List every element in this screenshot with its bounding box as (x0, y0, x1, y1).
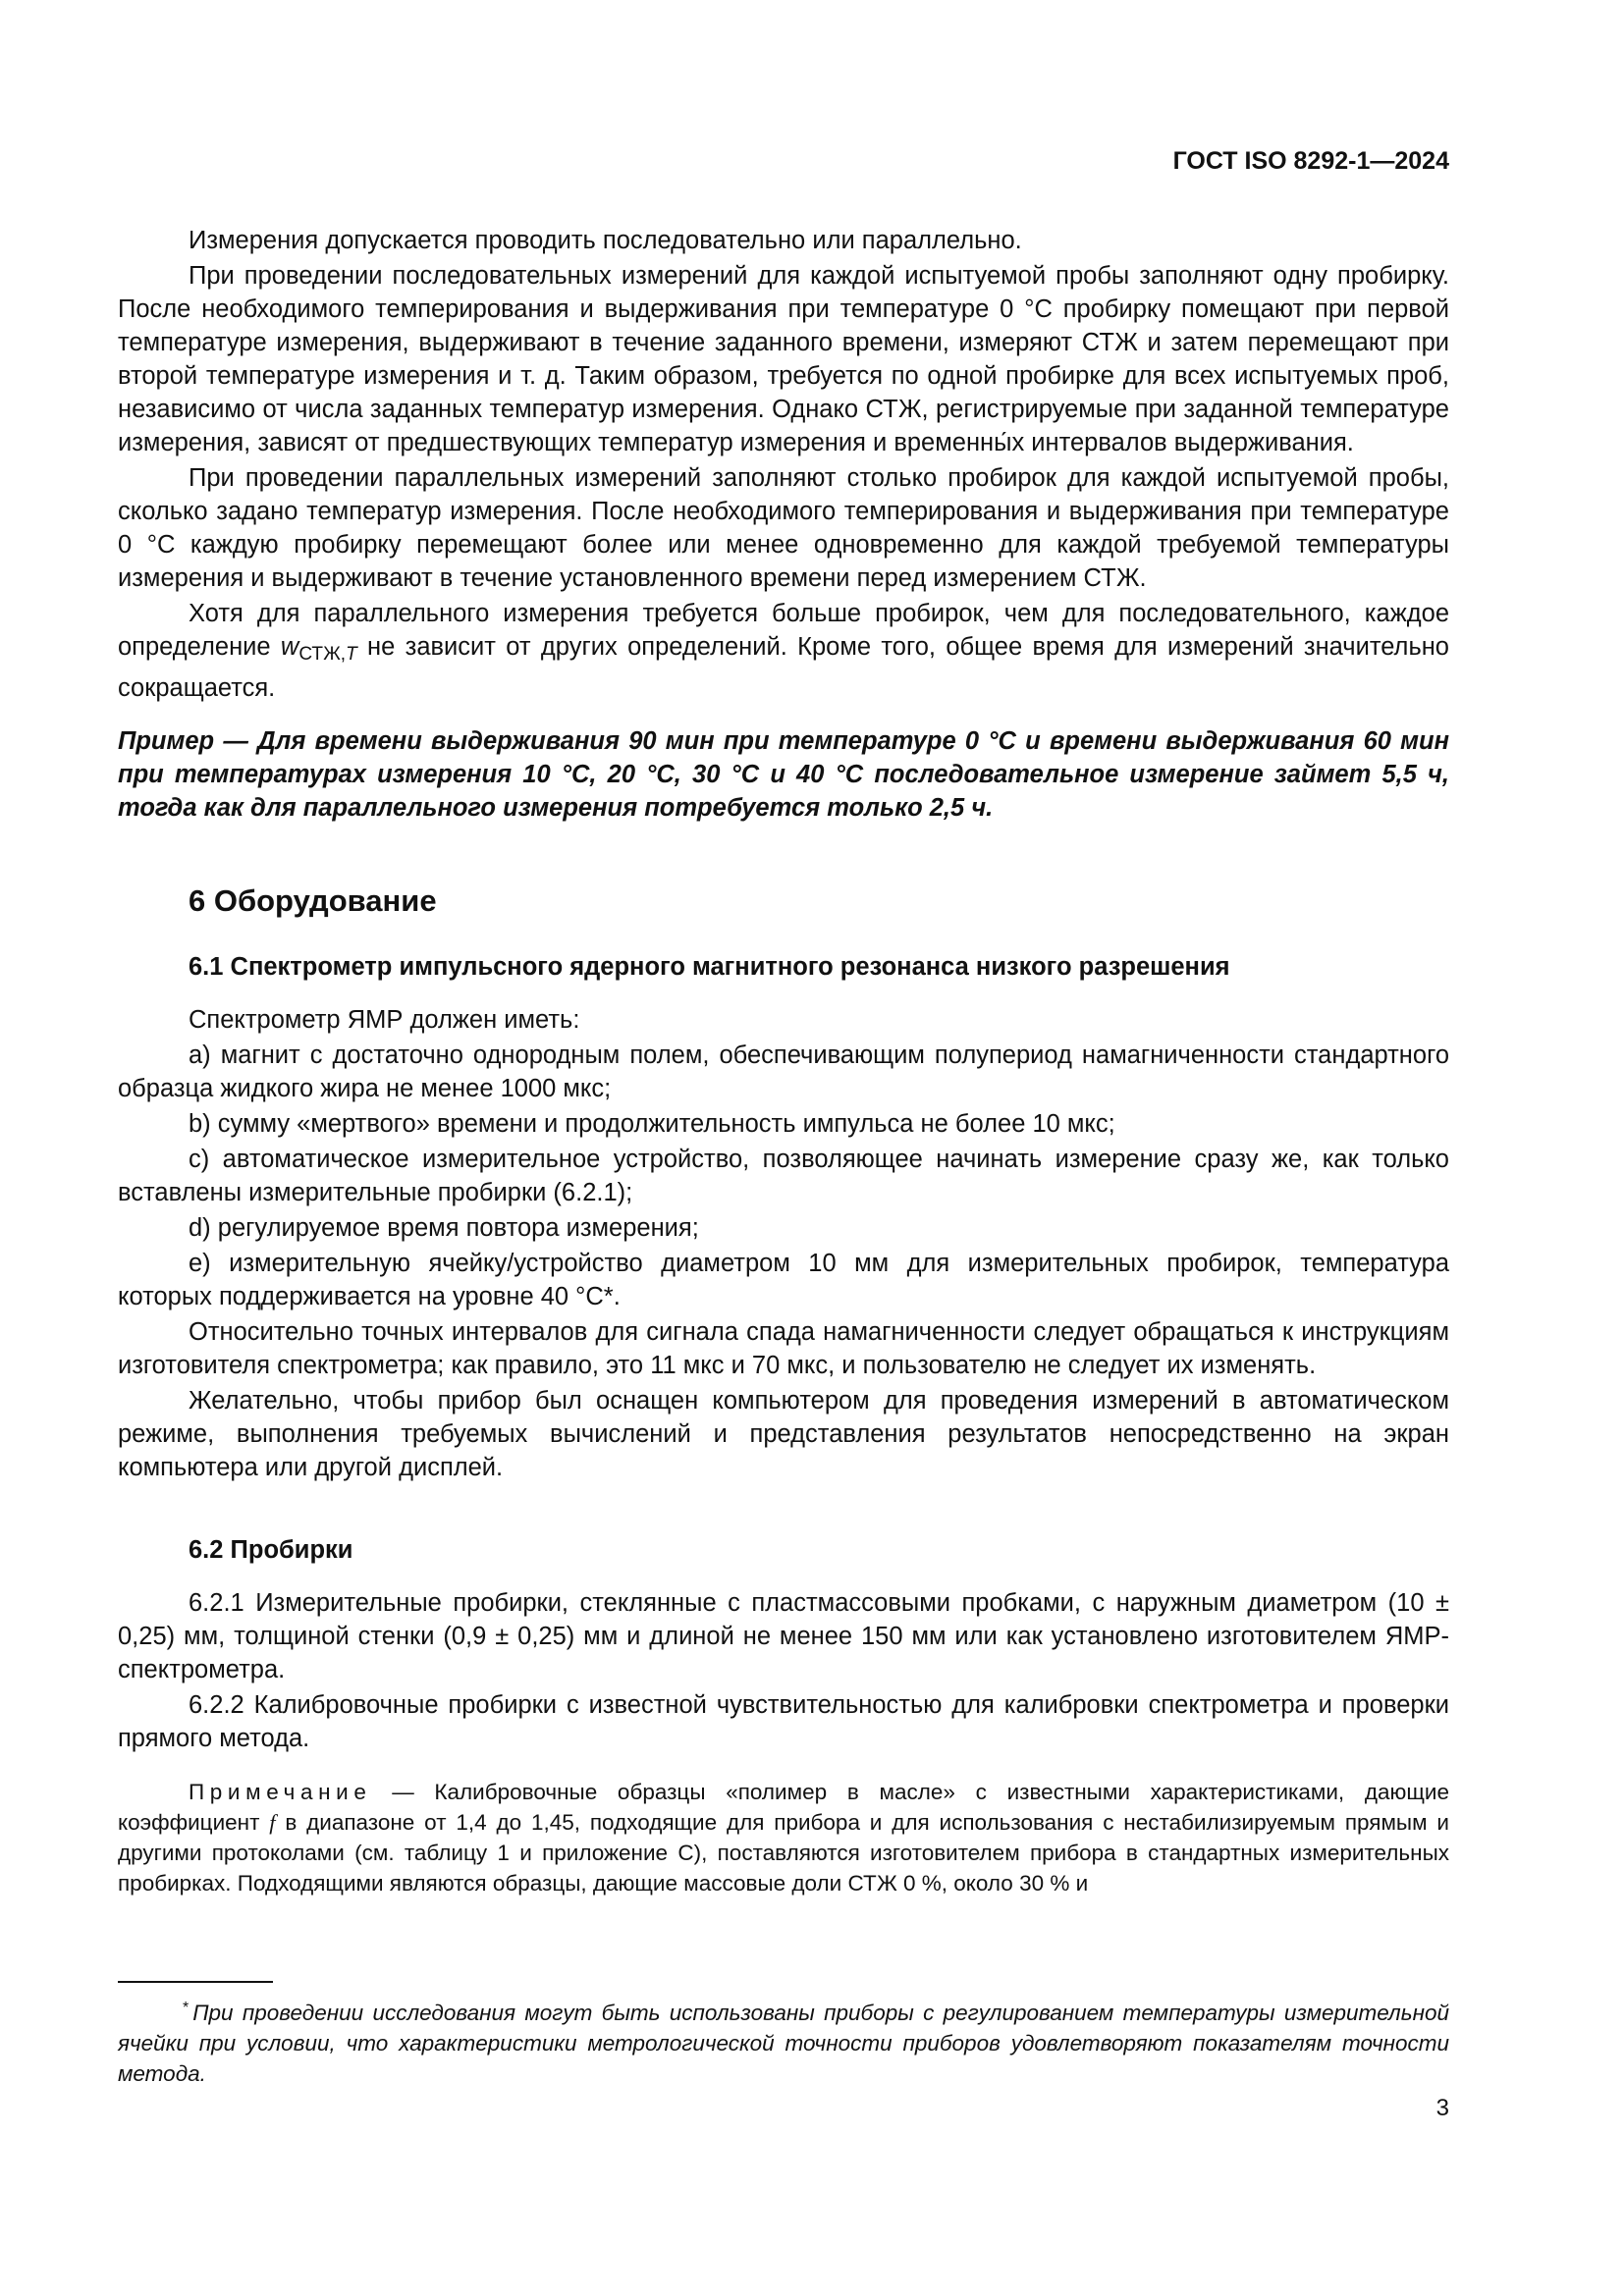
spectrometer-item-e: e) измерительную ячейку/устройство диаметром 10 мм для измерительных пробирок, температура которых поддерживается на уровне 40 °С*. (118, 1250, 1449, 1310)
paragraph-computer: Желательно, чтобы прибор был оснащен компьютером для проведения измерений в автоматическом режиме, выполнения требуемых вычислений и представления результатов непосредственно на экран компьютера или другой дисплей. (118, 1387, 1449, 1481)
note-variable-f: f (269, 1810, 276, 1835)
spectrometer-item-d: d) регулируемое время повтора измерения; (189, 1214, 699, 1242)
paragraph-6-2-2: 6.2.2 Калибровочные пробирки с известной чувствительностью для калибровки спектрометра и проверки прямого метода. (118, 1691, 1449, 1752)
note-paragraph (118, 1777, 1449, 1898)
comparison-text-b: не зависит от других определений. Кроме того, общее время для измерений значительно сокращается. (118, 633, 1449, 702)
page-number: 3 (1435, 2095, 1449, 2121)
footnote-mark: * (183, 2000, 189, 2016)
footnote (118, 1993, 1449, 2089)
subsection-title-tubes: 6.2 Пробирки (189, 1536, 353, 1564)
formula-subscript (298, 644, 356, 665)
formula-subscript-variable: T (346, 644, 357, 665)
spectrometer-item-b: b) сумму «мертвого» времени и продолжительность импульса не более 10 мкс; (189, 1110, 1115, 1138)
paragraph-parallel: При проведении параллельных измерений заполняют столько пробирок для каждой испытуемой пробы, сколько задано температур измерения. После необходимого темперирования и выдерживания при температуре 0 °С каждую пробирку перемещают более или менее одновременно для каждой требуемой температуры измерения и выдерживают в течение установленного времени перед измерением СТЖ. (118, 464, 1449, 592)
note-text-a: — Калибровочные образцы «полимер в масле» с известными характеристиками, дающие коэффициент (118, 1780, 1449, 1835)
page-body (118, 224, 1449, 1898)
spectrometer-lead: Спектрометр ЯМР должен иметь: (189, 1006, 580, 1034)
example-paragraph: Пример — Для времени выдерживания 90 мин при температуре 0 °С и времени выдерживания 60 мин при температурах измерения 10 °С, 20 °С, 30 °С и 40 °С последовательное измерение займет 5,5 ч, тогда как для параллельного измерения потребуется только 2,5 ч. (118, 727, 1449, 822)
comparison-text-a: Хотя для параллельного измерения требуется больше пробирок, чем для последовательного, каждое определение (118, 600, 1449, 661)
formula-variable-w: w (280, 633, 299, 661)
paragraph-measurement-modes: Измерения допускается проводить последовательно или параллельно. (189, 227, 1022, 254)
subsection-title-spectrometer: 6.1 Спектрометр импульсного ядерного магнитного резонанса низкого разрешения (189, 953, 1230, 981)
document-code: ГОСТ ISO 8292-1—2024 (1172, 147, 1449, 175)
section-title-equipment: 6 Оборудование (189, 883, 437, 918)
paragraph-sequential: При проведении последовательных измерений для каждой испытуемой пробы заполняют одну пробирку. После необходимого темперирования и выдерживания при температуре 0 °С пробирку помещают при первой температуре измерения, выдерживают в течение заданного времени, измеряют СТЖ и затем перемещают при второй температуре измерения и т. д. Таким образом, требуется по одной пробирке для всех испытуемых проб, независимо от числа заданных температур измерения. Однако СТЖ, регистрируемые при заданной температуре измерения, зависят от предшествующих температур измерения и временны́х интервалов выдерживания. (118, 262, 1449, 456)
footnote-divider (118, 1981, 273, 1983)
note-label: Примечание (189, 1780, 372, 1804)
spectrometer-item-c: c) автоматическое измерительное устройство, позволяющее начинать измерение сразу же, как только вставлены измерительные пробирки (6.2.1); (118, 1146, 1449, 1206)
formula-subscript-text: СТЖ, (298, 644, 347, 665)
note-text-b: в диапазоне от 1,4 до 1,45, подходящие для прибора и для использования с нестабилизируемым прямым и другими протоколами (см. таблицу 1 и приложение С), поставляются изготовителем прибора в стандартных измерительных пробирках. Подходящими являются образцы, дающие массовые доли СТЖ 0 %, около 30 % и (118, 1810, 1449, 1896)
paragraph-comparison (118, 597, 1449, 705)
paragraph-6-2-1: 6.2.1 Измерительные пробирки, стеклянные с пластмассовыми пробками, с наружным диаметром (10 ± 0,25) мм, толщиной стенки (0,9 ± 0,25) мм и длиной не менее 150 мм или как установлено изготовителем ЯМР-спектрометра. (118, 1589, 1449, 1683)
footnote-text: При проведении исследования могут быть использованы приборы с регулированием температуры измерительной ячейки при условии, что характеристики метрологической точности приборов удовлетворяют показателям точности метода. (118, 2001, 1449, 2086)
spectrometer-item-a: a) магнит с достаточно однородным полем, обеспечивающим полупериод намагниченности стандартного образца жидкого жира не менее 1000 мкс; (118, 1041, 1449, 1102)
paragraph-intervals: Относительно точных интервалов для сигнала спада намагниченности следует обращаться к инструкциям изготовителя спектрометра; как правило, это 11 мкс и 70 мкс, и пользователю не следует их изменять. (118, 1318, 1449, 1379)
